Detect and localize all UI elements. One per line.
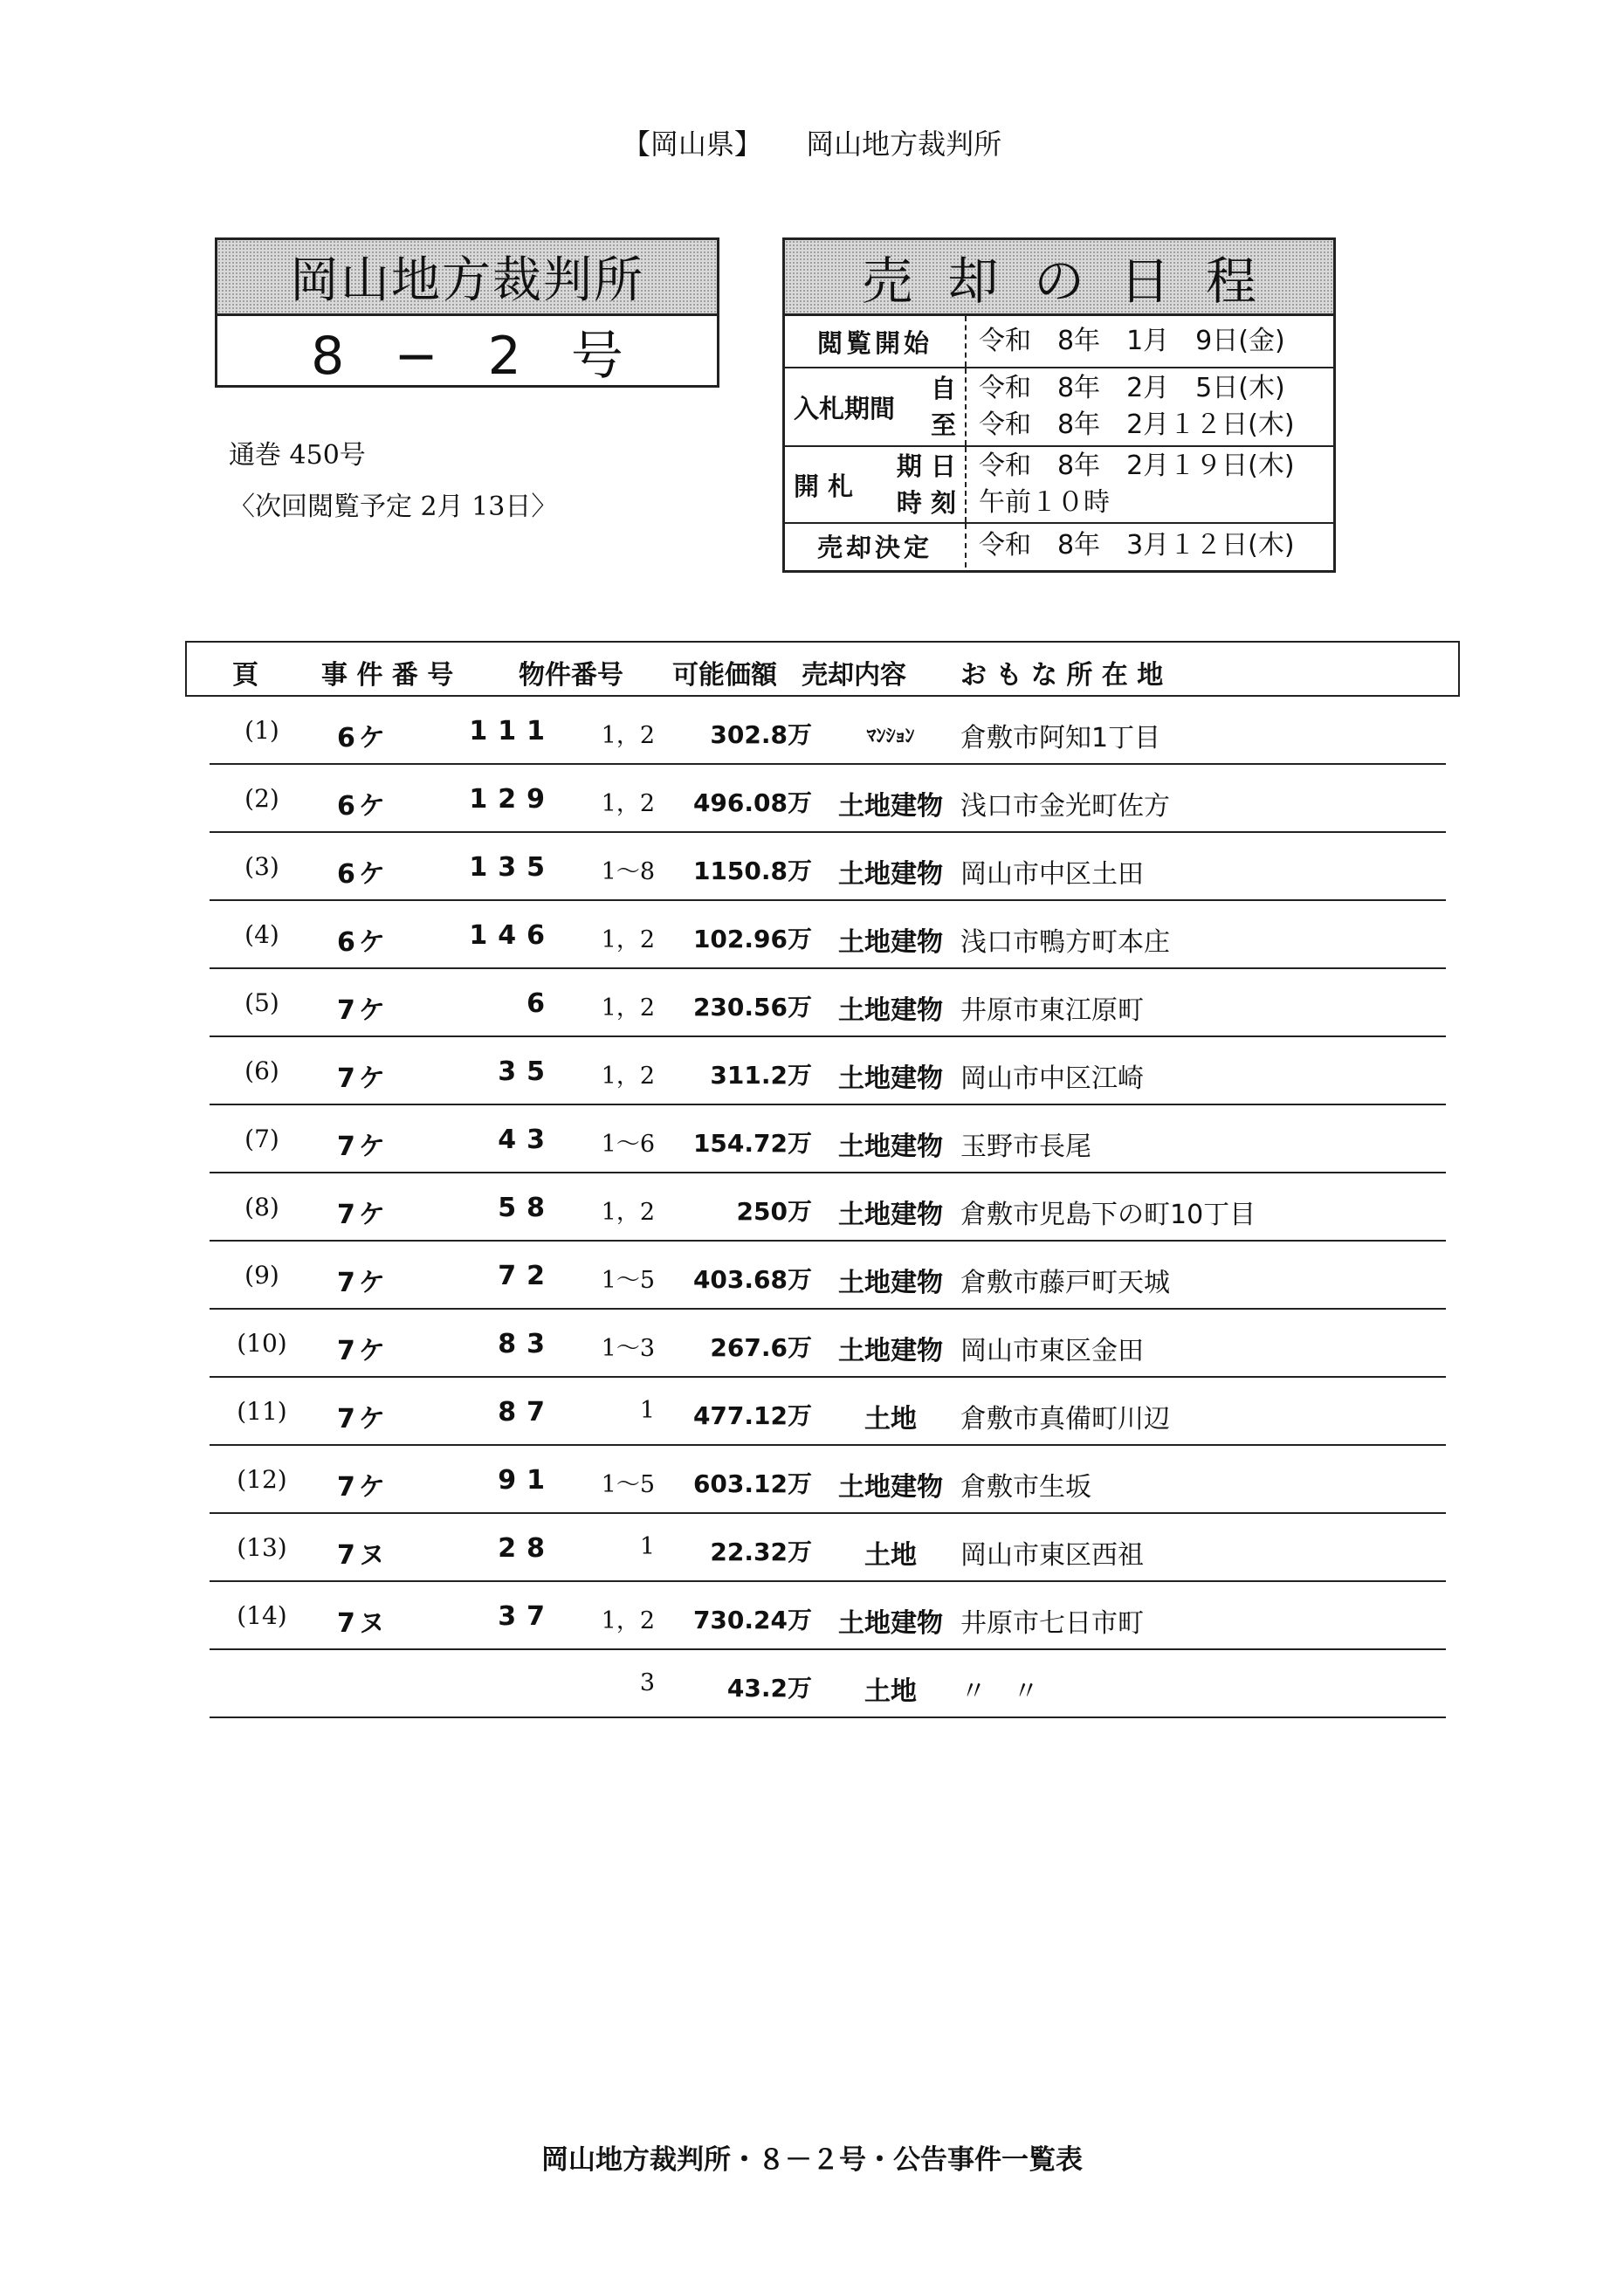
schedule-row-viewing [785, 316, 1333, 368]
row-type: 土地建物 [838, 1200, 943, 1230]
row-price: 267.6万 [710, 1333, 812, 1362]
row-page: (11) [237, 1397, 287, 1426]
table-row [210, 765, 1446, 833]
row-type: 土地建物 [838, 859, 943, 890]
row-price: 477.12万 [692, 1401, 812, 1430]
row-price: 496.08万 [692, 788, 812, 817]
decision-date: 令和 8年 3月１２日(木) [979, 530, 1295, 561]
row-case: 7ケ [337, 1063, 389, 1094]
row-case: 6ケ [337, 791, 389, 822]
row-page: (7) [244, 1125, 279, 1153]
row-price: 603.12万 [692, 1469, 812, 1498]
table-row [210, 901, 1446, 969]
header-location: お も な 所 在 地 [960, 660, 1164, 691]
row-number: 35 [498, 1056, 555, 1087]
row-location: 〃 〃 [960, 1676, 1039, 1707]
title-court: 岡山地方裁判所 [217, 240, 717, 316]
row-item: 1〜3 [601, 1335, 655, 1362]
row-case: 7ヌ [337, 1608, 389, 1639]
row-item: 1 [639, 1397, 655, 1424]
title-number: 8 − 2 号 [311, 326, 623, 387]
row-number: 6 [526, 988, 555, 1019]
row-page: (10) [237, 1329, 287, 1358]
issue-number: 通巻 450号 [229, 440, 366, 471]
opening-time-label: 時 刻 [896, 488, 956, 518]
row-price: 102.96万 [692, 925, 812, 953]
row-item: 1，2 [601, 926, 655, 953]
decision-label: 売却決定 [785, 524, 967, 568]
table-header [185, 641, 1460, 697]
row-price: 311.2万 [710, 1061, 812, 1090]
schedule-row-opening [785, 447, 1333, 524]
row-case: 7ケ [337, 1200, 389, 1230]
row-type: 土地建物 [838, 1132, 943, 1162]
opening-date: 令和 8年 2月１９日(木) [979, 451, 1295, 481]
row-case: 6ケ [337, 859, 389, 890]
row-case: 7ケ [337, 1268, 389, 1298]
row-page: (14) [237, 1601, 287, 1630]
row-type: 土地建物 [838, 995, 943, 1026]
row-price: 1150.8万 [692, 857, 812, 885]
bidding-from-label: 自 [930, 374, 956, 403]
row-price: 154.72万 [692, 1129, 812, 1158]
table-row [210, 1650, 1446, 1718]
row-page: (2) [244, 784, 279, 813]
sale-schedule [782, 237, 1336, 573]
row-case: 7ケ [337, 1472, 389, 1503]
title-box [215, 237, 719, 388]
row-price: 302.8万 [710, 720, 812, 749]
row-type: 土地建物 [838, 927, 943, 958]
row-number: 37 [498, 1601, 555, 1632]
row-location: 倉敷市児島下の町10丁目 [960, 1200, 1256, 1230]
row-case: 7ヌ [337, 1540, 389, 1571]
row-location: 岡山市中区土田 [960, 859, 1144, 890]
row-price: 403.68万 [692, 1265, 812, 1294]
row-page: (9) [244, 1261, 279, 1290]
row-price: 730.24万 [692, 1606, 812, 1634]
row-location: 倉敷市藤戸町天城 [960, 1268, 1170, 1298]
row-item: 1，2 [601, 1199, 655, 1226]
row-location: 倉敷市阿知1丁目 [960, 723, 1161, 753]
schedule-row-bidding [785, 368, 1333, 447]
row-case: 6ケ [337, 927, 389, 958]
row-number: 91 [498, 1465, 555, 1496]
prefecture-label: 【岡山県】 [622, 127, 762, 161]
row-price: 43.2万 [726, 1674, 812, 1703]
table-row [210, 1105, 1446, 1173]
row-case: 7ケ [337, 1404, 389, 1434]
table-row [210, 697, 1446, 765]
row-item: 1，2 [601, 1607, 655, 1634]
row-item: 1〜5 [601, 1471, 655, 1498]
row-price: 22.32万 [710, 1538, 812, 1566]
schedule-title: 売 却 の 日 程 [785, 240, 1333, 316]
opening-time: 午前１０時 [979, 487, 1110, 518]
header-type: 売却内容 [802, 660, 906, 691]
bidding-to: 令和 8年 2月１２日(木) [979, 409, 1295, 440]
table-row [210, 1037, 1446, 1105]
row-page: (6) [244, 1056, 279, 1085]
row-location: 浅口市鴨方町本庄 [960, 927, 1170, 958]
row-location: 倉敷市真備町川辺 [960, 1404, 1170, 1434]
schedule-row-decision [785, 524, 1333, 568]
row-number: 129 [469, 784, 555, 815]
table-row [210, 1514, 1446, 1582]
row-page: (13) [237, 1533, 287, 1562]
row-case: 7ケ [337, 1132, 389, 1162]
row-item: 1〜6 [601, 1131, 655, 1158]
row-item: 1 [639, 1533, 655, 1560]
table-row [210, 1242, 1446, 1310]
row-number: 28 [498, 1533, 555, 1564]
header-case: 事 件 番 号 [321, 660, 454, 691]
table-row [210, 1310, 1446, 1378]
row-number: 146 [469, 920, 555, 951]
row-number: 72 [498, 1261, 555, 1291]
next-viewing: 〈次回閲覧予定 2月 13日〉 [229, 492, 558, 522]
row-case: 6ケ [337, 723, 389, 753]
row-page: (12) [237, 1465, 287, 1494]
row-page: (1) [244, 716, 279, 745]
row-case: 7ケ [337, 1336, 389, 1366]
row-location: 岡山市東区西祖 [960, 1540, 1144, 1571]
row-type: 土地 [864, 1540, 917, 1571]
row-number: 83 [498, 1329, 555, 1359]
court-label: 岡山地方裁判所 [806, 127, 1002, 161]
row-item: 1〜8 [601, 858, 655, 885]
row-page: (5) [244, 988, 279, 1017]
row-number: 43 [498, 1125, 555, 1155]
row-location: 井原市東江原町 [960, 995, 1144, 1026]
header-item: 物件番号 [519, 660, 623, 691]
table-row [210, 1446, 1446, 1514]
row-location: 岡山市東区金田 [960, 1336, 1144, 1366]
table-row [210, 833, 1446, 901]
row-location: 浅口市金光町佐方 [960, 791, 1170, 822]
row-type: 土地建物 [838, 1063, 943, 1094]
row-item: 3 [639, 1669, 655, 1696]
header-price: 可能価額 [672, 660, 777, 691]
row-item: 1，2 [601, 790, 655, 817]
row-item: 1〜5 [601, 1267, 655, 1294]
row-type: 土地建物 [838, 1472, 943, 1503]
viewing-label: 閲覧開始 [785, 316, 967, 367]
row-item: 1，2 [601, 722, 655, 749]
row-type: 土地建物 [838, 1608, 943, 1639]
row-price: 230.56万 [692, 993, 812, 1022]
viewing-date: 令和 8年 1月 9日(金) [979, 326, 1285, 356]
row-location: 倉敷市生坂 [960, 1472, 1091, 1503]
row-location: 玉野市長尾 [960, 1132, 1091, 1162]
row-page: (8) [244, 1193, 279, 1221]
row-type: 土地 [864, 1676, 917, 1707]
page-footer: 岡山地方裁判所・８－２号・公告事件一覧表 [541, 2144, 1083, 2176]
row-type: 土地 [864, 1404, 917, 1434]
row-page: (3) [244, 852, 279, 881]
table-row [210, 969, 1446, 1037]
row-type: ﾏﾝｼｮﾝ [866, 726, 915, 747]
opening-date-label: 期 日 [896, 451, 956, 481]
bidding-from: 令和 8年 2月 5日(木) [979, 373, 1285, 403]
table-row [210, 1378, 1446, 1446]
row-location: 岡山市中区江崎 [960, 1063, 1144, 1094]
opening-label: 開 札 [794, 471, 854, 501]
row-page: (4) [244, 920, 279, 949]
page-header [0, 122, 1624, 162]
header-page: 頁 [232, 660, 258, 691]
row-location: 井原市七日市町 [960, 1608, 1144, 1639]
table-row [210, 1173, 1446, 1242]
row-price: 250万 [736, 1197, 812, 1226]
row-type: 土地建物 [838, 1268, 943, 1298]
row-number: 111 [469, 716, 555, 746]
row-number: 58 [498, 1193, 555, 1223]
row-item: 1，2 [601, 1063, 655, 1090]
bidding-label: 入札期間 [794, 393, 896, 423]
row-type: 土地建物 [838, 791, 943, 822]
row-number: 135 [469, 852, 555, 883]
row-type: 土地建物 [838, 1336, 943, 1366]
row-case: 7ケ [337, 995, 389, 1026]
bidding-to-label: 至 [930, 410, 956, 440]
row-item: 1，2 [601, 994, 655, 1022]
row-number: 87 [498, 1397, 555, 1428]
table-row [210, 1582, 1446, 1650]
